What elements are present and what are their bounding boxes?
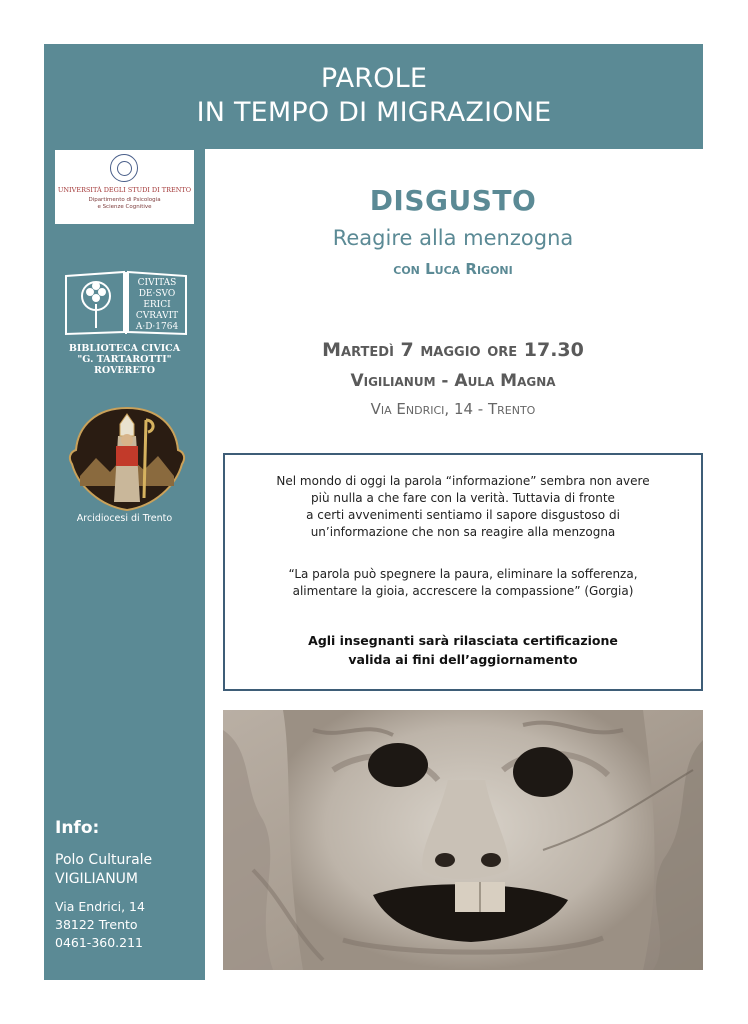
event-venue: Vigilianum - Aula Magna	[350, 371, 556, 391]
info-venue-line2: VIGILIANUM	[55, 871, 138, 887]
info-venue	[55, 851, 152, 889]
info-addr-line1: Via Endrici, 14	[55, 899, 145, 914]
quote-line2: alimentare la gioia, accrescere la compassione” (Gorgia)	[292, 584, 634, 598]
info-addr-line2: 38122 Trento	[55, 917, 138, 932]
description-text	[225, 473, 701, 541]
unitn-logo	[55, 150, 194, 224]
biblioteca-book-icon	[62, 268, 190, 338]
svg-text:ERICI: ERICI	[143, 300, 171, 310]
svg-text:A·D·1764: A·D·1764	[135, 322, 179, 332]
quote-line1: “La parola può spegnere la paura, eliminare la sofferenza,	[288, 567, 638, 581]
description-box	[223, 453, 703, 691]
series-title-line1: PAROLE	[320, 63, 428, 94]
certification-line2: valida ai fini dell’aggiornamento	[348, 652, 578, 667]
event-speaker: con Luca Rigoni	[393, 260, 513, 278]
info-venue-line1: Polo Culturale	[55, 852, 153, 868]
svg-text:CIVITAS: CIVITAS	[137, 278, 177, 288]
info-title: Info:	[55, 818, 100, 838]
event-title: DISGUSTO	[369, 184, 537, 217]
certification-note	[225, 631, 701, 669]
certification-line1: Agli insegnanti sarà rilasciata certificazione	[308, 633, 618, 648]
biblioteca-line1: BIBLIOTECA CIVICA	[68, 343, 181, 354]
series-title-line2: IN TEMPO DI MIGRAZIONE	[196, 97, 552, 128]
unitn-seal-icon	[110, 154, 138, 182]
description-quote	[225, 566, 701, 600]
biblioteca-name	[44, 343, 205, 376]
unitn-dept-line1: Dipartimento di Psicologia	[88, 197, 161, 203]
info-phone: 0461-360.211	[55, 935, 144, 950]
event-subtitle: Reagire alla menzogna	[332, 226, 574, 250]
arcidiocesi-emblem-icon	[66, 406, 188, 512]
unitn-name: UNIVERSITÀ DEGLI STUDI DI TRENTO	[57, 186, 192, 194]
series-title	[44, 62, 704, 130]
biblioteca-line3: ROVERETO	[93, 365, 156, 376]
info-address	[55, 898, 145, 952]
event-date: Martedì 7 maggio ore 17.30	[322, 339, 584, 361]
arcidiocesi-name: Arcidiocesi di Trento	[76, 513, 173, 524]
description-line1: Nel mondo di oggi la parola “informazione” sembra non avere	[276, 474, 650, 488]
description-line4: un’informazione che non sa reagire alla menzogna	[310, 525, 616, 539]
stone-mask-photo	[223, 710, 703, 970]
svg-text:DE·SVO: DE·SVO	[138, 289, 176, 299]
biblioteca-line2: "G. TARTAROTTI"	[77, 354, 172, 365]
unitn-department	[55, 197, 194, 211]
description-line2: più nulla a che fare con la verità. Tuttavia di fronte	[311, 491, 615, 505]
unitn-dept-line2: e Scienze Cognitive	[97, 204, 152, 210]
event-address: Via Endrici, 14 - Trento	[370, 400, 536, 418]
svg-text:CVRAVIT: CVRAVIT	[135, 311, 179, 321]
description-line3: a certi avvenimenti sentiamo il sapore disgustoso di	[306, 508, 620, 522]
